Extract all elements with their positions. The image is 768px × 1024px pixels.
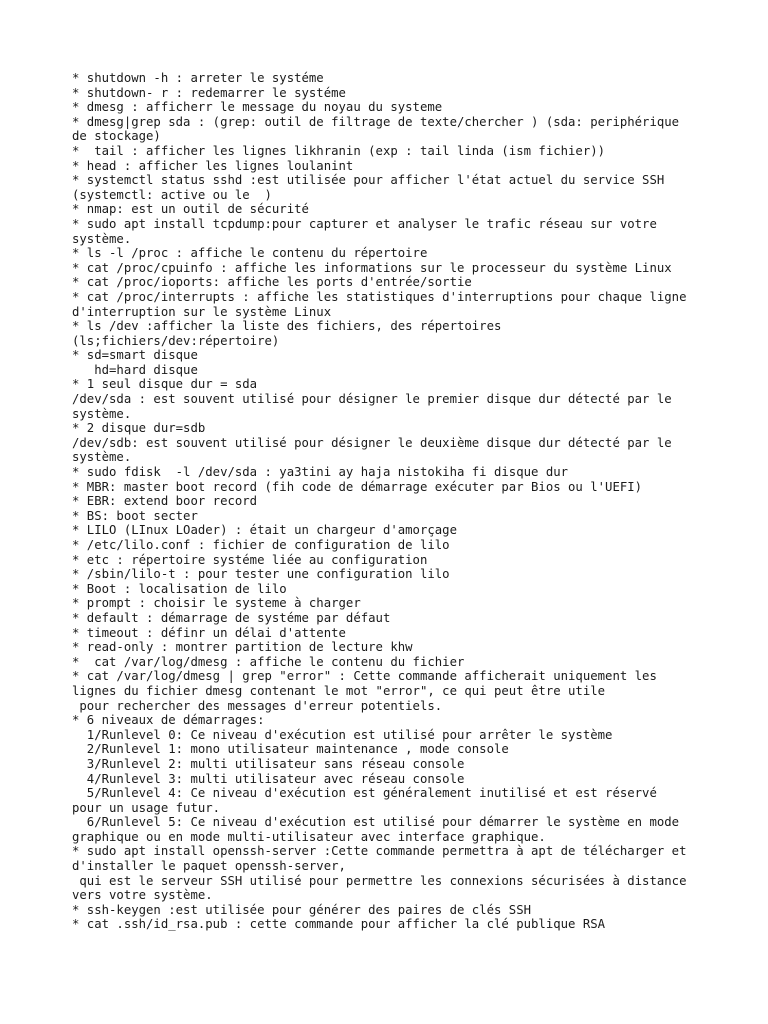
text-line: * read-only : montrer partition de lecture khw bbox=[72, 640, 413, 655]
text-line: système. bbox=[72, 450, 132, 465]
text-line: * EBR: extend boor record bbox=[72, 494, 258, 509]
text-line: /dev/sdb: est souvent utilisé pour désigner le deuxième disque dur détecté par le bbox=[72, 435, 672, 450]
text-line: * timeout : définr un délai d'attente bbox=[72, 625, 346, 640]
text-line: * prompt : choisir le systeme à charger bbox=[72, 596, 361, 611]
text-line: hd=hard disque bbox=[72, 362, 198, 377]
text-line: * cat /proc/cpuinfo : affiche les informations sur le processeur du système Linux bbox=[72, 260, 672, 275]
text-line: * cat /var/log/dmesg : affiche le contenu du fichier bbox=[72, 654, 465, 669]
text-line: qui est le serveur SSH utilisé pour permettre les connexions sécurisées à distance bbox=[72, 873, 687, 888]
text-line: * cat /proc/ioports: affiche les ports d'entrée/sortie bbox=[72, 275, 472, 290]
text-line: * sudo fdisk -l /dev/sda : ya3tini ay haja nistokiha fi disque dur bbox=[72, 465, 569, 480]
text-line: * LILO (LInux LOader) : était un chargeur d'amorçage bbox=[72, 523, 457, 538]
text-line: * sudo apt install openssh-server :Cette commande permettra à apt de télécharger et bbox=[72, 844, 687, 859]
text-line: pour rechercher des messages d'erreur potentiels. bbox=[72, 698, 443, 713]
text-line: (ls;fichiers/dev:répertoire) bbox=[72, 333, 280, 348]
text-line: * tail : afficher les lignes likhranin (exp : tail linda (ism fichier)) bbox=[72, 143, 606, 158]
text-line: * 6 niveaux de démarrages: bbox=[72, 713, 265, 728]
text-line: * sd=smart disque bbox=[72, 348, 198, 363]
text-line: * cat .ssh/id_rsa.pub : cette commande pour afficher la clé publique RSA bbox=[72, 917, 606, 932]
text-line: * /etc/lilo.conf : fichier de configuration de lilo bbox=[72, 538, 450, 552]
text-line: * ssh-keygen :est utilisée pour générer des paires de clés SSH bbox=[72, 902, 532, 917]
text-line: * Boot : localisation de lilo bbox=[72, 581, 287, 596]
text-line: * 2 disque dur=sdb bbox=[72, 421, 206, 436]
text-line: * systemctl status sshd :est utilisée pour afficher l'état actuel du service SSH bbox=[72, 173, 665, 188]
text-line: 4/Runlevel 3: multi utilisateur avec réseau console bbox=[72, 771, 465, 786]
text-line: lignes du fichier dmesg contenant le mot "error", ce qui peut être utile bbox=[72, 683, 606, 698]
text-line: * head : afficher les lignes loulanint bbox=[72, 158, 354, 173]
text-line: * etc : répertoire systéme liée au configuration bbox=[72, 552, 428, 567]
text-line: * sudo apt install tcpdump:pour capturer et analyser le trafic réseau sur votre bbox=[72, 216, 657, 231]
text-line: 5/Runlevel 4: Ce niveau d'exécution est généralement inutilisé et est réservé bbox=[72, 786, 657, 801]
text-line: * /sbin/lilo-t : pour tester une configuration lilo bbox=[72, 567, 450, 582]
text-line: de stockage) bbox=[72, 129, 161, 144]
text-line: * ls /dev :afficher la liste des fichiers, des répertoires bbox=[72, 319, 502, 334]
text-line: * 1 seul disque dur = sda bbox=[72, 377, 258, 392]
text-line: 2/Runlevel 1: mono utilisateur maintenance , mode console bbox=[72, 742, 509, 757]
text-line: 3/Runlevel 2: multi utilisateur sans réseau console bbox=[72, 756, 465, 771]
text-line: d'installer le paquet openssh-server, bbox=[72, 859, 346, 874]
text-line: système. bbox=[72, 231, 132, 246]
text-line: * shutdown -h : arreter le systéme bbox=[72, 71, 324, 85]
text-line: * MBR: master boot record (fih code de démarrage exécuter par Bios ou l'UEFI) bbox=[72, 479, 643, 494]
text-line: 1/Runlevel 0: Ce niveau d'exécution est utilisé pour arrêter le système bbox=[72, 727, 613, 742]
document-page bbox=[72, 71, 712, 932]
text-line: * cat /proc/interrupts : affiche les statistiques d'interruptions pour chaque ligne bbox=[72, 289, 687, 304]
text-line: pour un usage futur. bbox=[72, 800, 221, 815]
text-line: * cat /var/log/dmesg | grep "error" : Cette commande afficherait uniquement les bbox=[72, 669, 657, 684]
text-line: * dmesg|grep sda : (grep: outil de filtrage de texte/chercher ) (sda: periphérique bbox=[72, 114, 680, 129]
text-line: /dev/sda : est souvent utilisé pour désigner le premier disque dur détecté par le bbox=[72, 392, 672, 407]
text-line: (systemctl: active ou le ) bbox=[72, 187, 272, 202]
text-line: * BS: boot secter bbox=[72, 508, 198, 523]
text-line: * dmesg : afficherr le message du noyau du systeme bbox=[72, 100, 443, 115]
text-line: graphique ou en mode multi-utilisateur avec interface graphique. bbox=[72, 829, 546, 844]
text-line: 6/Runlevel 5: Ce niveau d'exécution est utilisé pour démarrer le système en mode bbox=[72, 815, 680, 830]
text-line: système. bbox=[72, 406, 132, 421]
text-line: * ls -l /proc : affiche le contenu du répertoire bbox=[72, 246, 428, 261]
text-line: * nmap: est un outil de sécurité bbox=[72, 202, 309, 217]
text-line: * shutdown- r : redemarrer le systéme bbox=[72, 85, 346, 100]
text-line: d'interruption sur le système Linux bbox=[72, 304, 332, 319]
text-line: * default : démarrage de systéme par défaut bbox=[72, 610, 391, 625]
text-line: vers votre système. bbox=[72, 888, 213, 903]
